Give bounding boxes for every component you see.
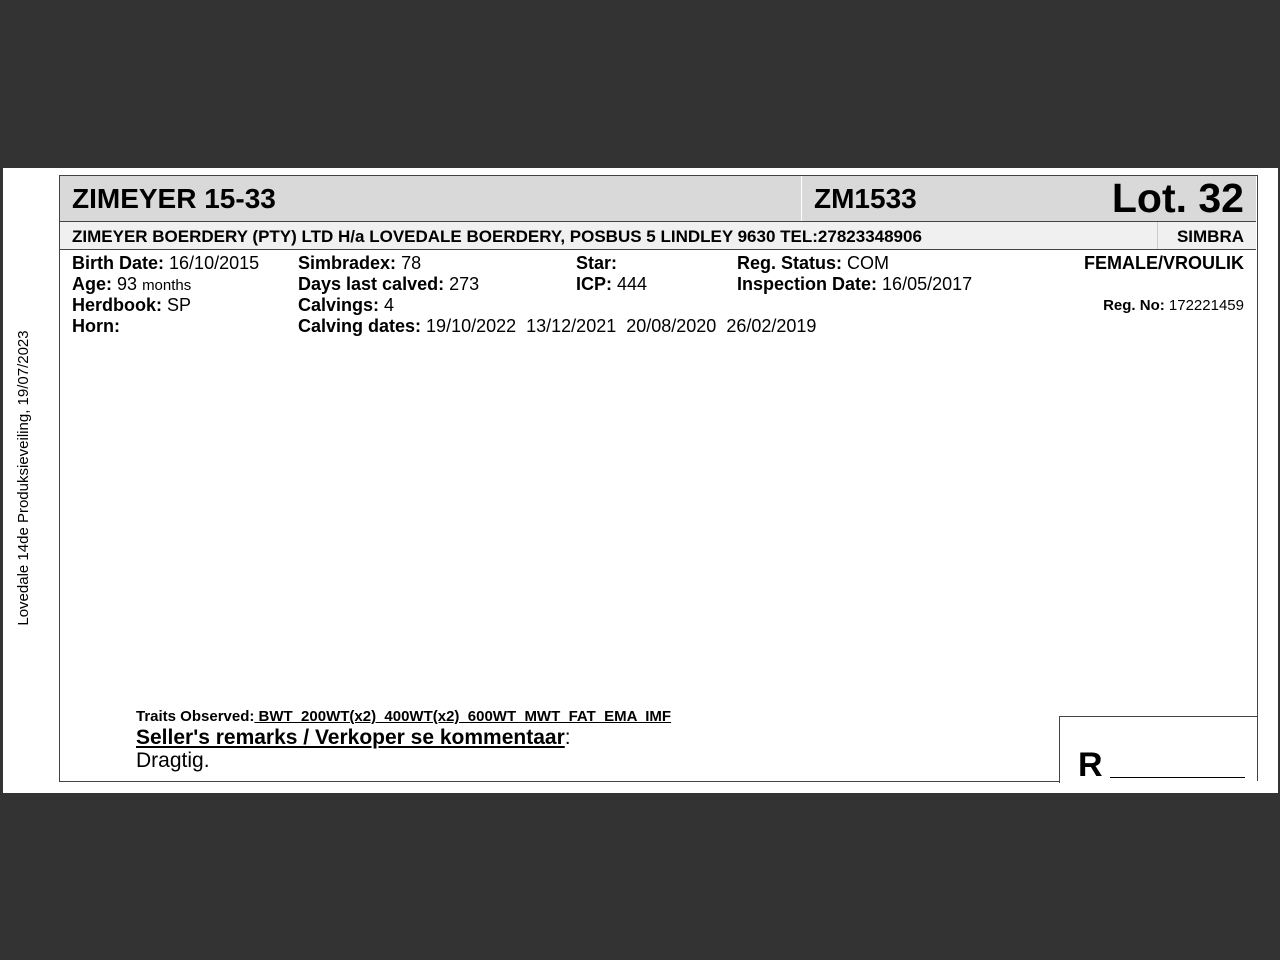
days-last-calved-field	[298, 274, 479, 295]
age-unit: months	[142, 277, 192, 294]
herdbook-field	[72, 295, 191, 316]
reg-status-label: Reg. Status:	[737, 253, 843, 273]
reg-status-value: COM	[847, 253, 890, 273]
card-frame-bottom	[59, 781, 1059, 782]
breed: SIMBRA	[1176, 227, 1244, 246]
calvings-label: Calvings:	[298, 295, 380, 315]
inspection-date-label: Inspection Date:	[737, 274, 878, 294]
calving-dates-label: Calving dates:	[298, 316, 422, 336]
lot-number: Lot. 32	[1111, 175, 1244, 221]
herdbook-value: SP	[167, 295, 192, 315]
herdbook-label: Herdbook:	[72, 295, 162, 315]
traits-values: BWT 200WT(x2) 400WT(x2) 600WT MWT FAT EMA IMF	[254, 708, 672, 725]
remarks-heading-text: Seller's remarks / Verkoper se kommentaar	[136, 726, 565, 749]
icp-label: ICP:	[576, 274, 612, 294]
age-field	[72, 274, 191, 296]
price-line	[1110, 777, 1245, 778]
reg-no-value: 172221459	[1168, 297, 1244, 314]
star-field	[576, 253, 617, 274]
title-row	[60, 176, 1256, 222]
traits-label: Traits Observed:	[136, 708, 255, 725]
birth-date-label: Birth Date:	[72, 253, 165, 273]
star-label: Star:	[576, 253, 618, 273]
price-currency: R	[1078, 746, 1103, 784]
horn-label: Horn:	[72, 316, 120, 336]
sex: FEMALE/VROULIK	[1084, 253, 1244, 273]
reg-no-field	[1103, 295, 1244, 316]
owner-row	[60, 222, 1256, 250]
age-value: 93	[117, 274, 138, 294]
calving-dates-value: 19/10/2022 13/12/2021 20/08/2020 26/02/2019	[426, 316, 817, 336]
inspection-date-value: 16/05/2017	[882, 274, 973, 294]
calving-dates-field	[298, 316, 816, 337]
calvings-field	[298, 295, 394, 316]
birth-date-value: 16/10/2015	[169, 253, 260, 273]
days-last-calved-value: 273	[449, 274, 480, 294]
title-divider	[801, 176, 802, 221]
reg-status-field	[737, 253, 889, 274]
lot-card	[3, 168, 1278, 793]
traits-observed	[136, 708, 671, 725]
simbradex-field	[298, 253, 421, 274]
auction-side-label: Lovedale 14de Produksieveiling, 19/07/2023	[15, 330, 32, 626]
simbradex-label: Simbradex:	[298, 253, 397, 273]
animal-code: ZM1533	[814, 183, 917, 214]
remarks-text: Dragtig.	[136, 749, 210, 772]
remarks-colon: :	[564, 726, 571, 749]
days-last-calved-label: Days last calved:	[298, 274, 445, 294]
owner-divider	[1157, 222, 1158, 249]
age-label: Age:	[72, 274, 112, 294]
horn-field	[72, 316, 120, 337]
inspection-date-field	[737, 274, 972, 295]
animal-name: ZIMEYER 15-33	[72, 183, 276, 214]
price-box	[1059, 716, 1257, 783]
simbradex-value: 78	[401, 253, 422, 273]
icp-field	[576, 274, 647, 295]
calvings-value: 4	[384, 295, 395, 315]
owner-details: ZIMEYER BOERDERY (PTY) LTD H/a LOVEDALE BOERDERY, POSBUS 5 LINDLEY 9630 TEL:27823348906	[72, 227, 922, 246]
icp-value: 444	[617, 274, 648, 294]
reg-no-label: Reg. No:	[1103, 297, 1165, 314]
birth-date-field	[72, 253, 259, 274]
remarks-heading	[136, 726, 571, 750]
